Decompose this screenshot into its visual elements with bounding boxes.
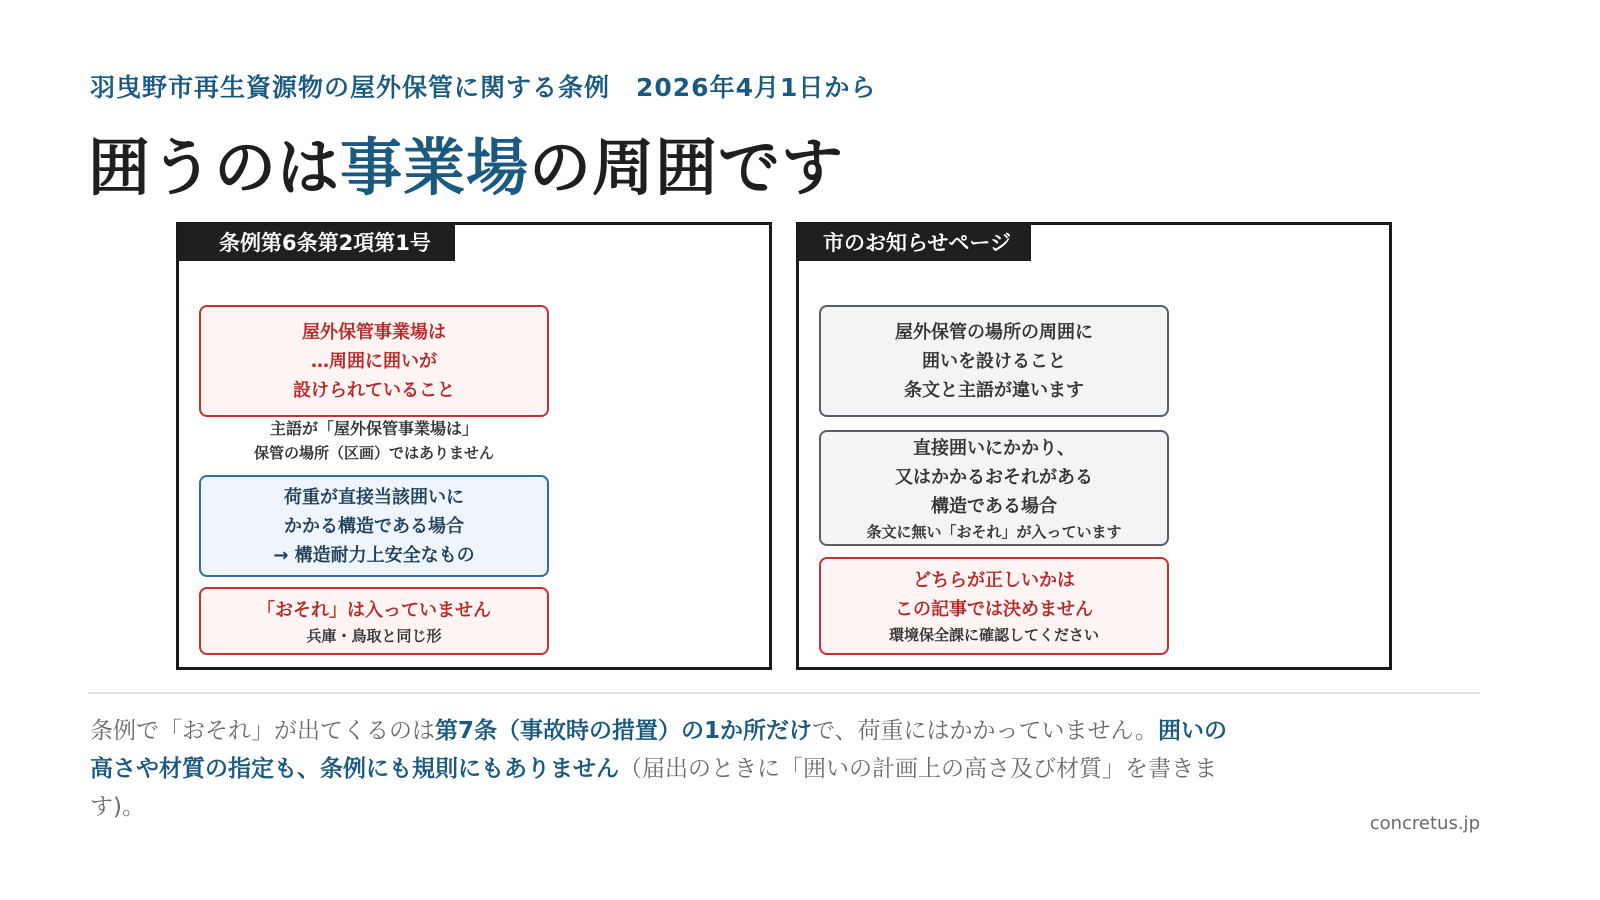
box-line: どちらが正しいかは [913, 570, 1075, 591]
box-line: 屋外保管事業場は [302, 321, 446, 343]
para-text: 条例で「おそれ」が出てくるのは [90, 718, 435, 744]
box-line: 設けられていること [293, 379, 455, 401]
summary-paragraph [90, 712, 1240, 826]
para-text: で、荷重にはかかっていません。 [812, 718, 1158, 744]
box-line: → 構造耐力上安全なもの [273, 544, 475, 566]
box-line: 条文と主語が違います [904, 379, 1084, 401]
ordinance-subject-box [199, 305, 549, 417]
load-structure-box [199, 475, 549, 577]
title-highlight: 事業場 [340, 131, 530, 204]
notice-load-box [819, 430, 1169, 546]
box-line: 構造である場合 [931, 495, 1057, 517]
box-line: 荷重が直接当該囲いに [284, 486, 464, 508]
box-small-line: 環境保全課に確認してください [888, 626, 1099, 644]
title-prefix: 囲うのは [88, 131, 341, 204]
box-line: 又はかかるおそれがある [895, 466, 1093, 488]
box-line: かかる構造である場合 [284, 515, 464, 537]
para-text: （届出のときに「囲いの計画上の高さ及び材質」を書きます)。 [90, 756, 1217, 820]
page-title [88, 118, 844, 207]
subject-note [199, 417, 549, 465]
site-credit: concretus.jp [1369, 813, 1480, 834]
box-line: 囲いを設けること [922, 350, 1066, 372]
box-line: 直接囲いにかかり、 [913, 437, 1075, 459]
box-small-line: 兵庫・鳥取と同じ形 [306, 626, 442, 645]
city-notice-panel-tag: 市のお知らせページ [799, 225, 1031, 261]
no-risk-wording-box [199, 587, 549, 655]
note-line: 主語が「屋外保管事業場は」 [269, 419, 478, 438]
city-notice-panel [796, 222, 1392, 670]
para-emphasis: 第7条（事故時の措置）の1か所だけ [435, 718, 813, 744]
undecided-box [819, 557, 1169, 655]
page-subtitle: 羽曳野市再生資源物の屋外保管に関する条例 2026年4月1日から [90, 73, 877, 102]
box-line: 「おそれ」は入っていません [257, 599, 491, 621]
box-line: 屋外保管の場所の周囲に [895, 321, 1093, 343]
para-emphasis: 囲いの高さや材質の指定も、条例にも規則にもありません [90, 718, 1227, 782]
ordinance-panel-tag: 条例第6条第2項第1号 [179, 225, 455, 261]
note-line: 保管の場所（区画）ではありません [253, 444, 494, 462]
box-small-line: 条文に無い「おそれ」が入っています [866, 522, 1122, 541]
box-line: この記事では決めません [895, 599, 1093, 620]
ordinance-panel [176, 222, 772, 670]
section-divider [88, 692, 1480, 694]
box-line: …周囲に囲いが [311, 350, 437, 372]
title-suffix: の周囲です [529, 131, 845, 204]
notice-subject-box [819, 305, 1169, 417]
